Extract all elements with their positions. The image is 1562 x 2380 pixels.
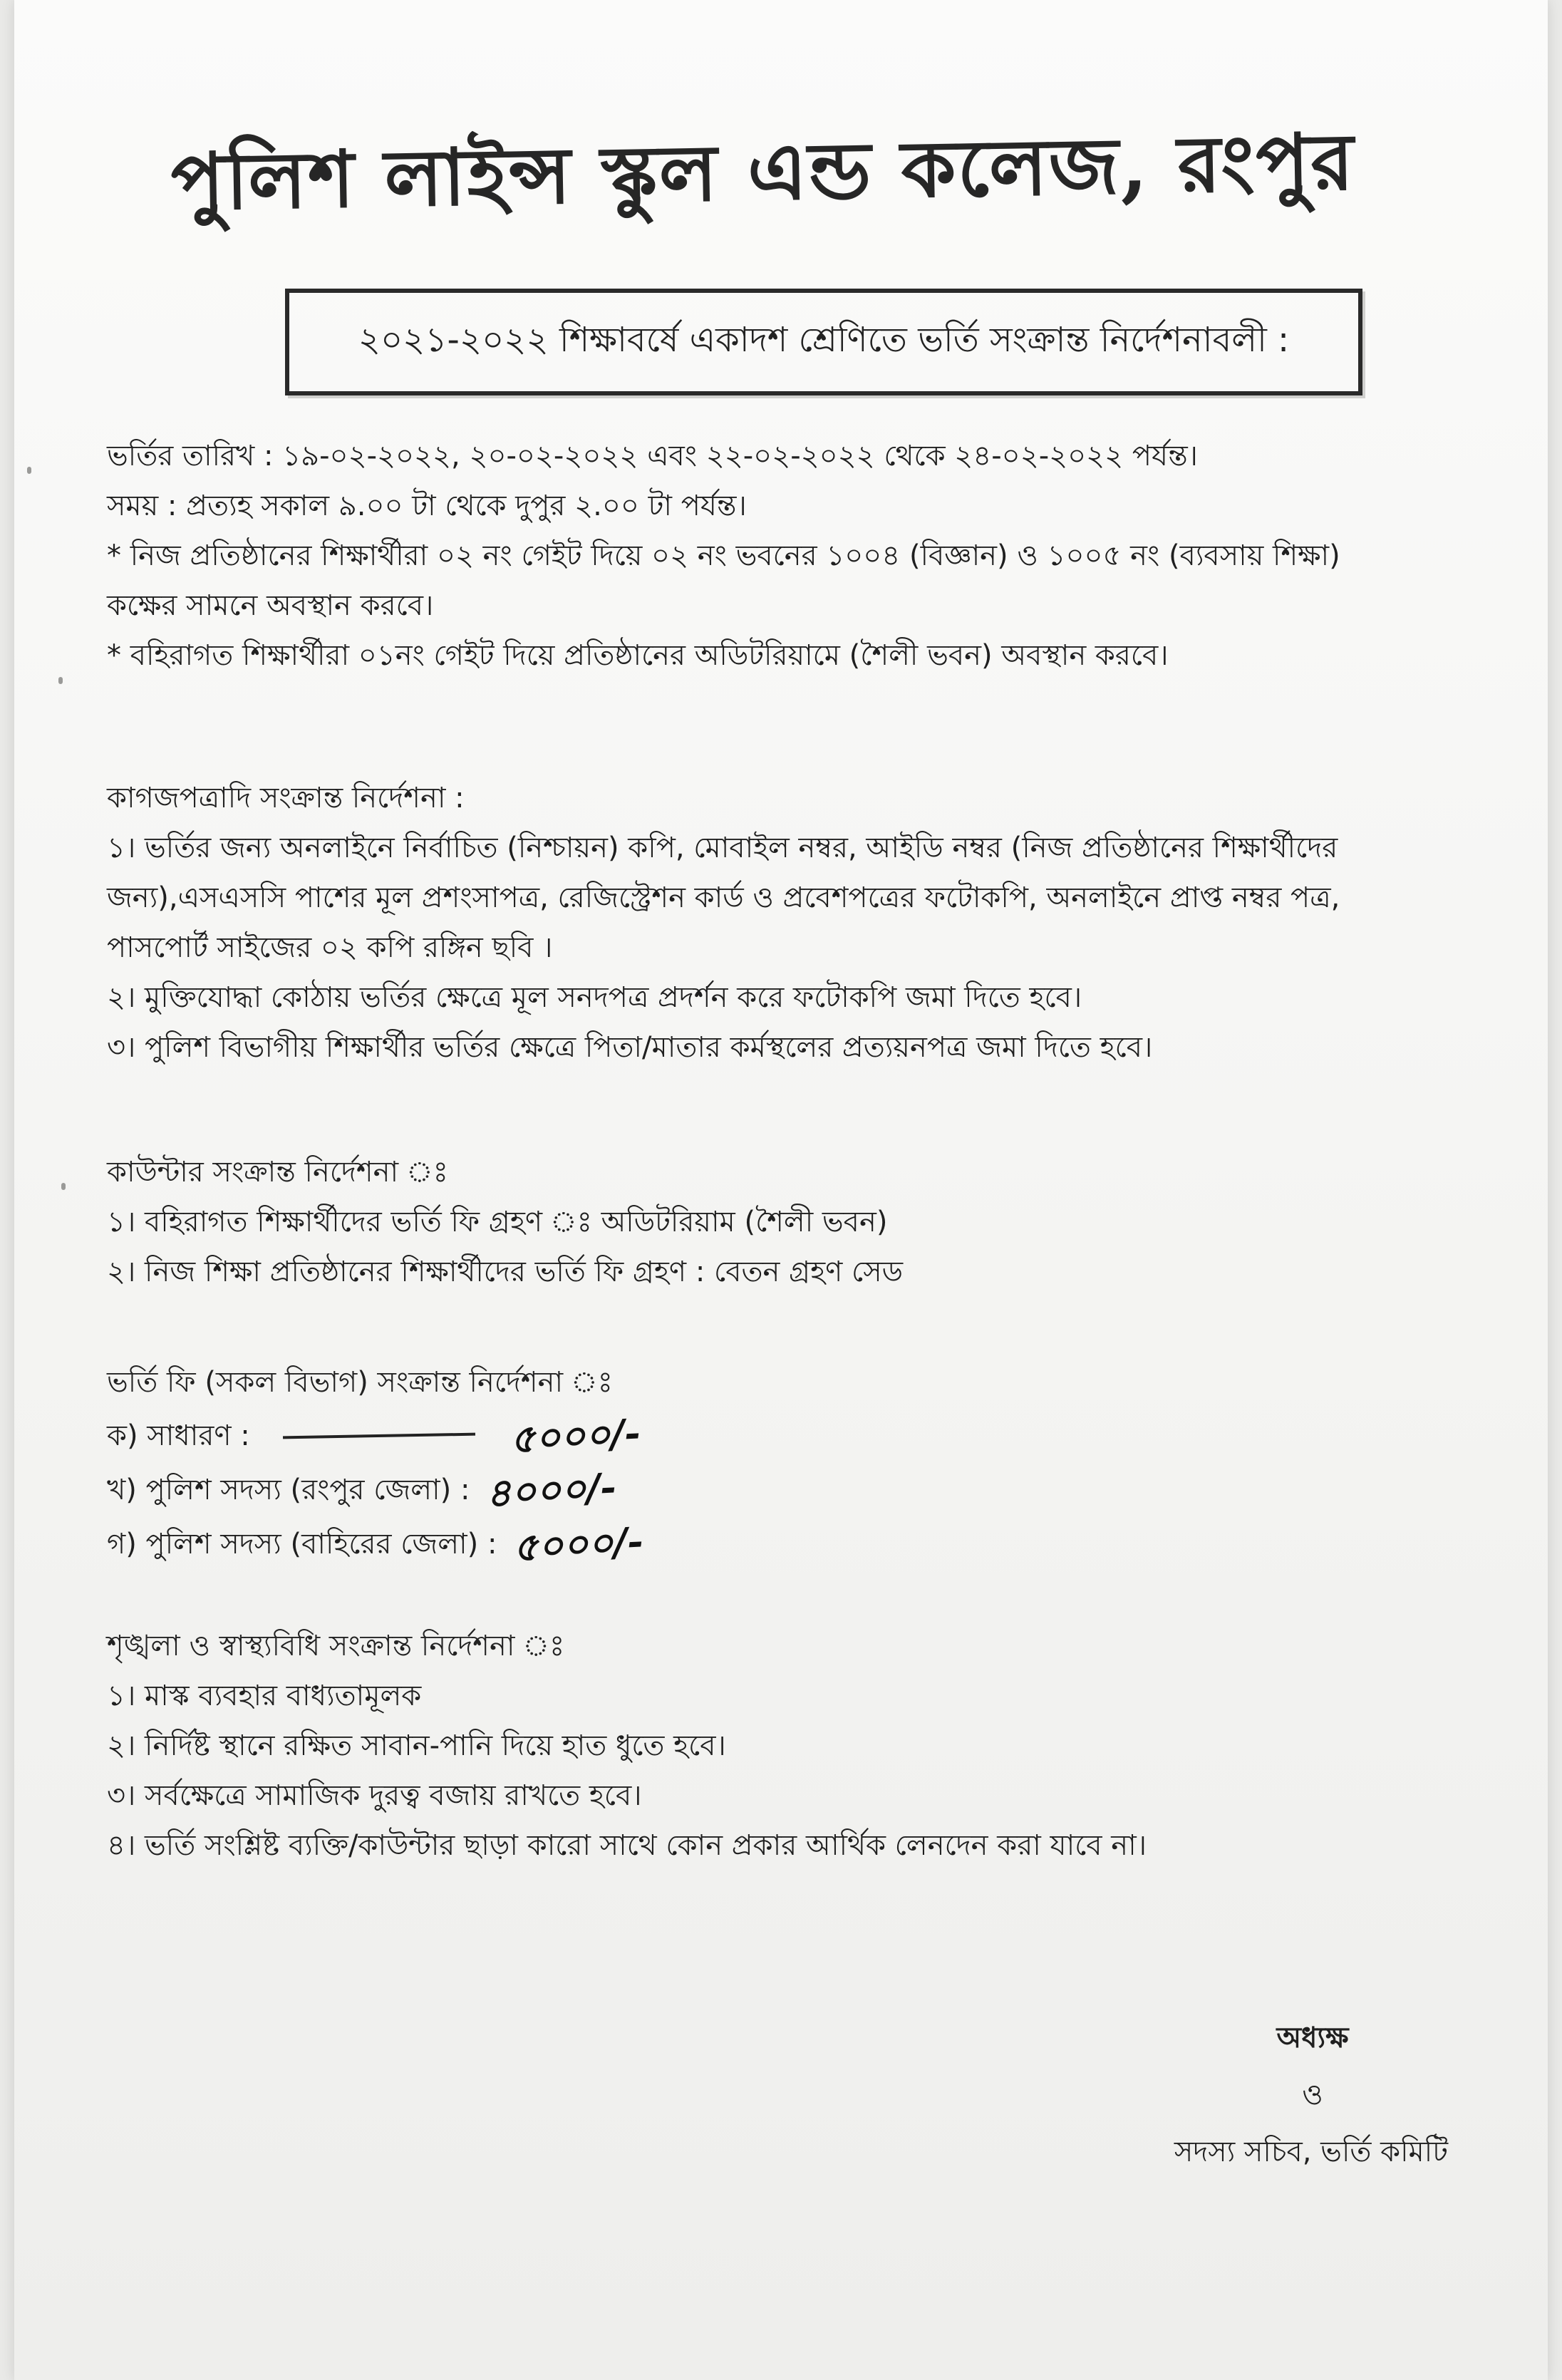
notice-paper [14, 0, 1548, 2380]
external-students-location-line: * বহিরাগত শিক্ষার্থীরা ০১নং গেইট দিয়ে প্রতিষ্ঠানের অডিটরিয়ামে (শৈলী ভবন) অবস্থান করবে। [107, 639, 1169, 672]
counter-section [107, 1147, 1504, 1297]
fees-section [107, 1357, 1504, 1570]
discipline-heading: শৃঙ্খলা ও স্বাস্থ্যবিধি সংক্রান্ত নির্দেশনা ঃ [107, 1630, 565, 1662]
fees-heading: ভর্তি ফি (সকল বিভাগ) সংক্রান্ত নির্দেশনা ঃ [107, 1366, 613, 1399]
notice-subtitle: ২০২১-২০২২ শিক্ষাবর্ষে একাদশ শ্রেণিতে ভর্তি সংক্রান্ত নির্দেশনাবলী : [358, 319, 1290, 360]
counter-item-1: ১। বহিরাগত শিক্ষার্থীদের ভর্তি ফি গ্রহণ ঃ অডিটরিয়াম (শৈলী ভবন) [107, 1206, 888, 1238]
documents-item-3: ৩। পুলিশ বিভাগীয় শিক্ষার্থীর ভর্তির ক্ষেত্রে পিতা/মাতার কর্মস্থলের প্রত্যয়নপত্র জমা দিতে হবে। [107, 1031, 1153, 1064]
paper-speck [27, 467, 31, 474]
admission-time-line: সময় : প্রত্যহ সকাল ৯.০০ টা থেকে দুপুর ২.০০ টা পর্যন্ত। [107, 490, 747, 522]
discipline-item-4: ৪। ভর্তি সংশ্লিষ্ট ব্যক্তি/কাউন্টার ছাড়া কারো সাথে কোন প্রকার আর্থিক লেনদেন করা যাবে না। [107, 1829, 1147, 1862]
signature-and: ও [1302, 2079, 1323, 2111]
discipline-section [107, 1621, 1504, 1871]
fee-amount-police-rangpur: ৪০০০/- [485, 1464, 618, 1516]
admission-section [107, 431, 1504, 681]
counter-heading: কাউন্টার সংক্রান্ত নির্দেশনা ঃ [107, 1156, 448, 1189]
fee-row-general [107, 1407, 1504, 1461]
fee-label-police-rangpur: খ) পুলিশ সদস্য (রংপুর জেলা) : [107, 1474, 470, 1506]
notice-subtitle-box [285, 289, 1362, 395]
documents-item-1: ১। ভর্তির জন্য অনলাইনে নির্বাচিত (নিশ্চায়ন) কপি, মোবাইল নম্বর, আইডি নম্বর (নিজ প্রতিষ্ঠানের শিক্ষার্থীদের [107, 832, 1338, 864]
documents-section [107, 773, 1504, 1072]
fee-row-police-rangpur [107, 1461, 1504, 1516]
fee-amount-general: ৫০০০/- [509, 1409, 642, 1462]
fee-amount-police-outside: ৫০০০/- [512, 1518, 645, 1571]
fee-dash-line [283, 1433, 475, 1439]
discipline-item-2: ২। নির্দিষ্ট স্থানে রক্ষিত সাবান-পানি দিয়ে হাত ধুতে হবে। [107, 1729, 726, 1762]
signature-block [1020, 2009, 1448, 2180]
signature-member-secretary: সদস্য সচিব, ভর্তি কমিটি [1174, 2136, 1448, 2168]
own-students-location-line: * নিজ প্রতিষ্ঠানের শিক্ষার্থীরা ০২ নং গেইট দিয়ে ০২ নং ভবনের ১০০৪ (বিজ্ঞান) ও ১০০৫ নং (ব্যবসায় শিক্ষা) [107, 539, 1340, 572]
own-students-location-cont: কক্ষের সামনে অবস্থান করবে। [107, 589, 434, 622]
fee-row-police-outside [107, 1516, 1504, 1570]
fee-label-general: ক) সাধারণ : [107, 1419, 250, 1452]
documents-item-2: ২। মুক্তিযোদ্ধা কোঠায় ভর্তির ক্ষেত্রে মূল সনদপত্র প্রদর্শন করে ফটোকপি জমা দিতে হবে। [107, 981, 1082, 1014]
documents-item-1-cont: জন্য),এসএসসি পাশের মূল প্রশংসাপত্র, রেজিস্ট্রেশন কার্ড ও প্রবেশপত্রের ফটোকপি, অনলাইনে প্রাপ্ত নম্বর পত্র, [107, 881, 1340, 914]
paper-speck [61, 1183, 66, 1190]
fee-label-police-outside: গ) পুলিশ সদস্য (বাহিরের জেলা) : [107, 1528, 497, 1561]
documents-heading: কাগজপত্রাদি সংক্রান্ত নির্দেশনা : [107, 782, 465, 814]
discipline-item-3: ৩। সর্বক্ষেত্রে সামাজিক দুরত্ব বজায় রাখতে হবে। [107, 1779, 642, 1812]
discipline-item-1: ১। মাস্ক ব্যবহার বাধ্যতামূলক [107, 1680, 422, 1712]
paper-speck [58, 677, 63, 684]
institution-title: পুলিশ লাইন্স স্কুল এন্ড কলেজ, রংপুর [170, 115, 1356, 228]
admission-date-line: ভর্তির তারিখ : ১৯-০২-২০২২, ২০-০২-২০২২ এবং ২২-০২-২০২২ থেকে ২৪-০২-২০২২ পর্যন্ত। [107, 440, 1198, 472]
documents-item-1-cont2: পাসপোর্ট সাইজের ০২ কপি রঙ্গিন ছবি । [107, 931, 553, 964]
signature-principal: অধ্যক্ষ [1276, 2022, 1349, 2054]
counter-item-2: ২। নিজ শিক্ষা প্রতিষ্ঠানের শিক্ষার্থীদের ভর্তি ফি গ্রহণ : বেতন গ্রহণ সেড [107, 1256, 904, 1288]
